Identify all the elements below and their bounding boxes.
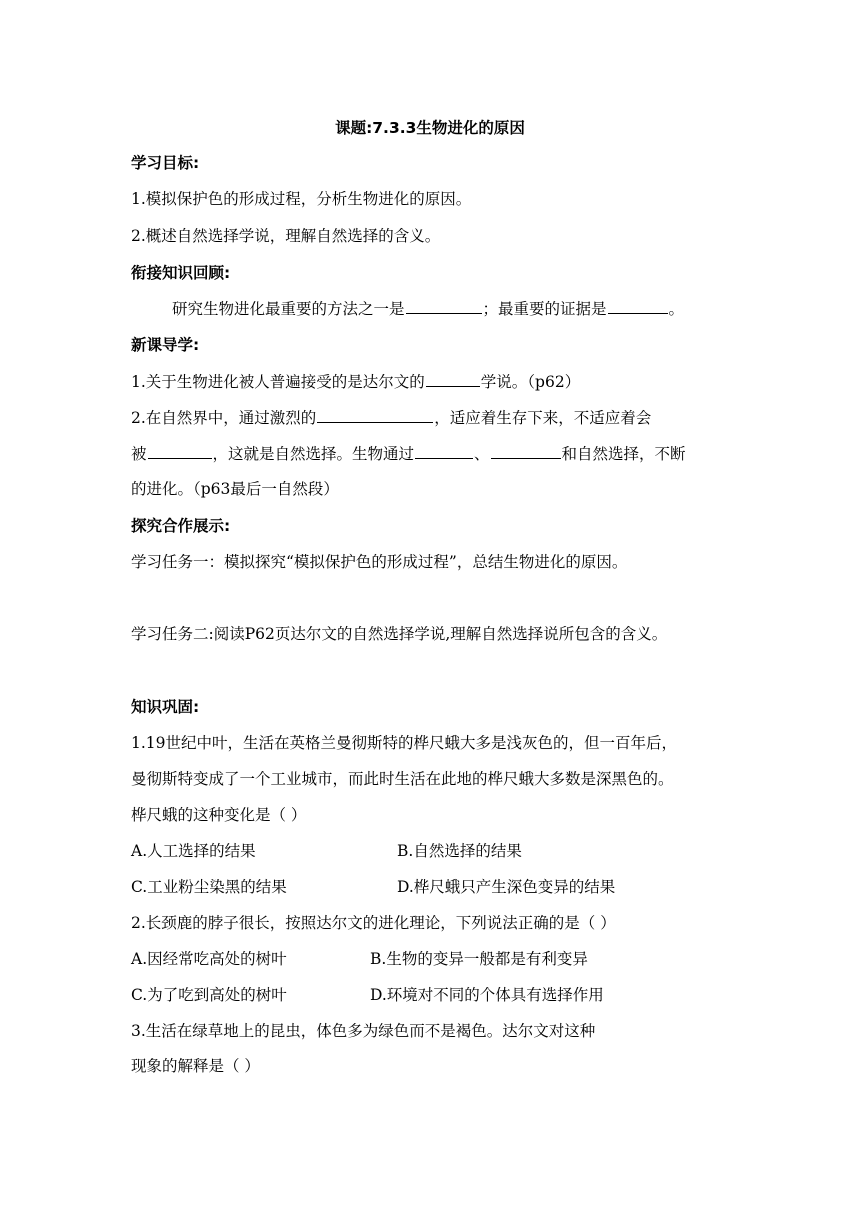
new-lesson-heading: 新课导学: <box>131 336 200 354</box>
review-heading: 衔接知识回顾: <box>131 264 231 282</box>
c-q2-option-a: A.因经常吃高处的树叶 <box>131 950 287 968</box>
c-q1-line2: 曼彻斯特变成了一个工业城市，而此时生活在此地的桦尺蛾大多数是深黑色的。 <box>131 770 674 788</box>
blank-eliminated[interactable] <box>148 442 212 459</box>
c-q2-line1: 2.长颈鹿的脖子很长，按照达尔文的进化理论，下列说法正确的是（ ） <box>131 914 616 932</box>
blank-evidence[interactable] <box>608 297 668 314</box>
q1-text-b: 学说。（p62） <box>480 373 581 391</box>
page-title: 课题:7.3.3生物进化的原因 <box>335 119 525 137</box>
review-text-a: 研究生物进化最重要的方法之一是 <box>172 300 405 318</box>
q2-text-f: 和自然选择，不断 <box>561 445 686 463</box>
q2-text-d: ，这就是自然选择。生物通过 <box>212 445 415 463</box>
new-lesson-q2-line2 <box>131 442 686 465</box>
c-q1-line1: 1.19世纪中叶，生活在英格兰曼彻斯特的桦尺蛾大多是浅灰色的，但一百年后， <box>131 734 678 752</box>
q2-text-b: ，适应着生存下来，不适应着会 <box>434 409 652 427</box>
objectives-heading: 学习目标: <box>131 154 200 172</box>
c-q1-option-d: D.桦尺蛾只产生深色变异的结果 <box>397 878 616 896</box>
c-q2-option-b: B.生物的变异一般都是有利变异 <box>370 950 588 968</box>
c-q3-line1: 3.生活在绿草地上的昆虫，体色多为绿色而不是褐色。达尔文对这种 <box>131 1022 596 1040</box>
explore-heading: 探究合作展示: <box>131 517 231 535</box>
objective-item-1: 1.模拟保护色的形成过程，分析生物进化的原因。 <box>131 190 472 208</box>
blank-method[interactable] <box>406 297 482 314</box>
review-text-b: ；最重要的证据是 <box>482 300 607 318</box>
task-2: 学习任务二:阅读P62页达尔文的自然选择学说,理解自然选择说所包含的含义。 <box>131 625 668 643</box>
review-text-c: 。 <box>668 300 685 318</box>
new-lesson-q2-line3: 的进化。（p63最后一自然段） <box>131 480 339 498</box>
blank-variation[interactable] <box>491 442 561 459</box>
c-q2-option-d: D.环境对不同的个体具有选择作用 <box>370 986 604 1004</box>
q2-text-e: 、 <box>474 445 490 463</box>
c-q1-line3: 桦尺蛾的这种变化是（ ） <box>131 806 307 824</box>
blank-heredity[interactable] <box>415 442 473 459</box>
c-q1-option-b: B.自然选择的结果 <box>397 842 522 860</box>
consolidate-heading: 知识巩固: <box>131 698 200 716</box>
q2-text-a: 2.在自然界中，通过激烈的 <box>131 409 317 427</box>
c-q1-option-a: A.人工选择的结果 <box>131 842 256 860</box>
c-q3-line2: 现象的解释是（ ） <box>131 1057 260 1075</box>
q2-text-c: 被 <box>131 445 147 463</box>
blank-struggle[interactable] <box>317 406 433 423</box>
blank-theory[interactable] <box>426 370 480 387</box>
review-question <box>172 297 684 320</box>
objective-item-2: 2.概述自然选择学说，理解自然选择的含义。 <box>131 227 441 245</box>
new-lesson-q2-line1 <box>131 406 651 429</box>
c-q2-option-c: C.为了吃到高处的树叶 <box>131 986 287 1004</box>
task-1: 学习任务一：模拟探究“模拟保护色的形成过程”，总结生物进化的原因。 <box>131 553 628 571</box>
c-q1-option-c: C.工业粉尘染黑的结果 <box>131 878 287 896</box>
q1-text-a: 1.关于生物进化被人普遍接受的是达尔文的 <box>131 373 425 391</box>
new-lesson-q1 <box>131 370 580 393</box>
